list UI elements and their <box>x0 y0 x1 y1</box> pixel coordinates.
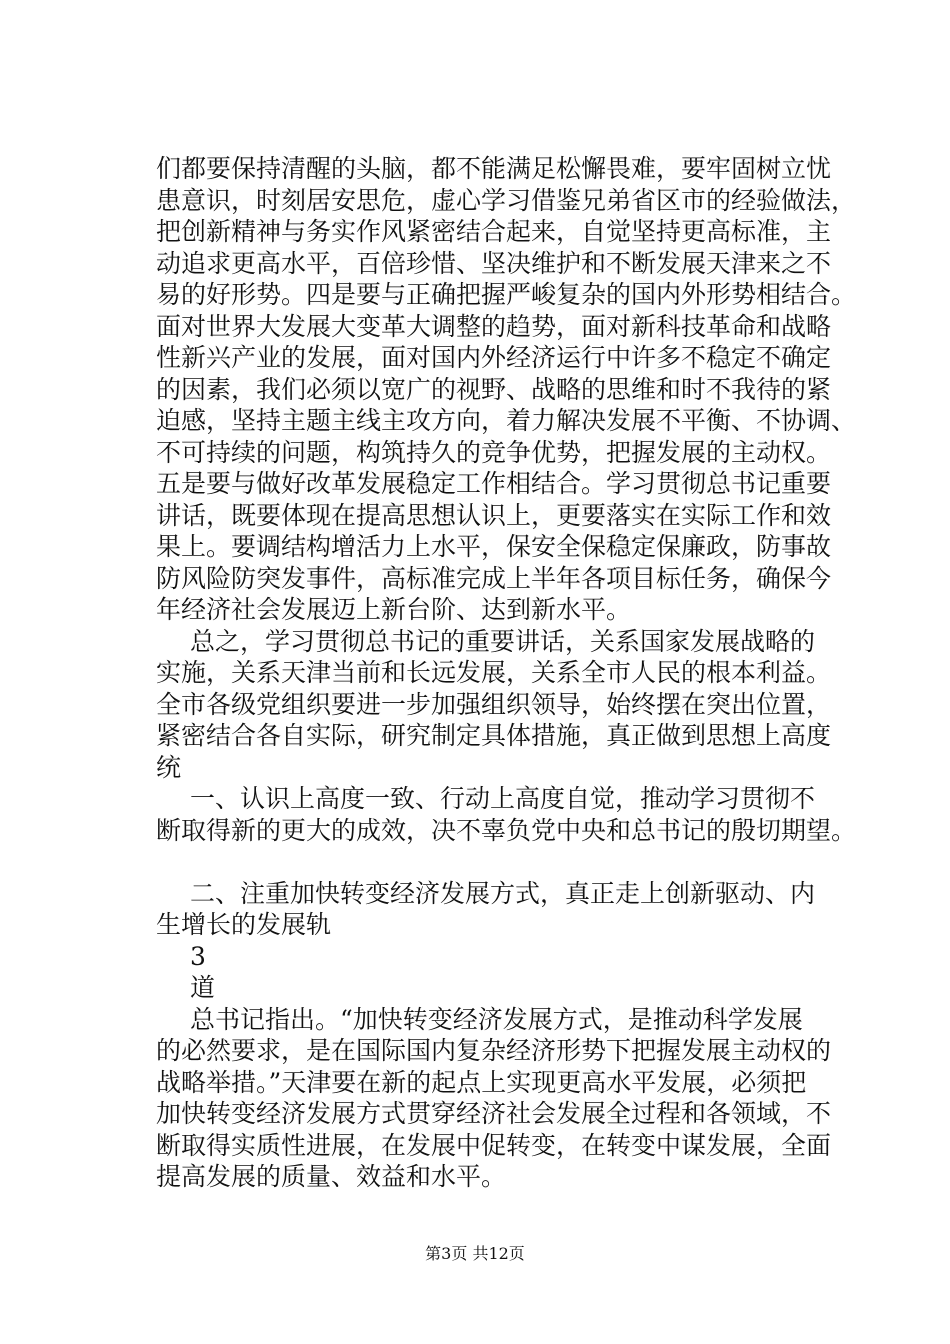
text-line: 把创新精神与务实作风紧密结合起来，自觉坚持更高标准，主 <box>156 217 832 246</box>
text-line: 性新兴产业的发展，面对国内外经济运行中许多不稳定不确定 <box>156 343 832 372</box>
paragraph-start-line: 总之，学习贯彻总书记的重要讲话，关系国家发展战略的 <box>190 626 816 656</box>
text-line: 提高发展的质量、效益和水平。 <box>156 1162 507 1191</box>
text-line: 全市各级党组织要进一步加强组织领导，始终摆在突出位置， <box>156 689 832 719</box>
text-line: 3 <box>190 941 206 971</box>
text-line: 动追求更高水平，百倍珍惜、坚决维护和不断发展天津来之不 <box>156 248 832 278</box>
text-line: 加快转变经济发展方式贯穿经济社会发展全过程和各领域，不 <box>156 1099 832 1128</box>
document-body <box>156 153 857 1193</box>
text-line: 实施，关系天津当前和长远发展，关系全市人民的根本利益。 <box>156 658 832 687</box>
section-heading-line: 生增长的发展轨 <box>156 910 332 939</box>
text-line: 面对世界大发展大变革大调整的趋势，面对新科技革命和战略 <box>156 311 832 341</box>
text-line: 断取得实质性进展，在发展中促转变，在转变中谋发展，全面 <box>156 1130 832 1160</box>
paragraph-gap <box>156 846 846 878</box>
text-line: 战略举措。”天津要在新的起点上实现更高水平发展，必须把 <box>156 1067 807 1097</box>
section-heading-line: 二、注重加快转变经济发展方式，真正走上创新驱动、内 <box>190 878 816 908</box>
text-line: 五是要与做好改革发展稳定工作相结合。学习贯彻总书记重要 <box>156 469 832 498</box>
text-line: 紧密结合各自实际，研究制定具体措施，真正做到思想上高度 <box>156 721 832 750</box>
text-line: 断取得新的更大的成效，决不辜负党中央和总书记的殷切期望。 <box>156 815 857 845</box>
text-line: 的因素，我们必须以宽广的视野、战略的思维和时不我待的紧 <box>156 374 832 404</box>
page-number-footer: 第3页 共12页 <box>425 1244 525 1263</box>
text-line: 们都要保持清醒的头脑，都不能满足松懈畏难，要牢固树立忧 <box>156 154 832 183</box>
text-line: 迫感，坚持主题主线主攻方向，着力解决发展不平衡、不协调、 <box>156 406 857 435</box>
text-line: 易的好形势。四是要与正确把握严峻复杂的国内外形势相结合。 <box>156 280 857 309</box>
text-line: 讲话，既要体现在提高思想认识上，更要落实在实际工作和效 <box>156 500 832 530</box>
paragraph-start-line: 总书记指出。“加快转变经济发展方式，是推动科学发展 <box>190 1004 803 1034</box>
text-line: 患意识，时刻居安思危，虚心学习借鉴兄弟省区市的经验做法， <box>156 185 857 215</box>
paragraph-start-line: 一、认识上高度一致、行动上高度自觉，推动学习贯彻不 <box>190 784 816 813</box>
text-line: 不可持续的问题，构筑持久的竞争优势，把握发展的主动权。 <box>156 437 832 467</box>
text-line: 统 <box>156 752 182 782</box>
text-line: 防风险防突发事件，高标准完成上半年各项目标任务，确保今 <box>156 563 832 593</box>
text-line: 道 <box>190 973 216 1002</box>
text-line: 的必然要求，是在国际国内复杂经济形势下把握发展主动权的 <box>156 1036 832 1065</box>
text-line: 年经济社会发展迈上新台阶、达到新水平。 <box>156 595 632 624</box>
text-line: 果上。要调结构增活力上水平，保安全保稳定保廉政，防事故 <box>156 532 832 561</box>
